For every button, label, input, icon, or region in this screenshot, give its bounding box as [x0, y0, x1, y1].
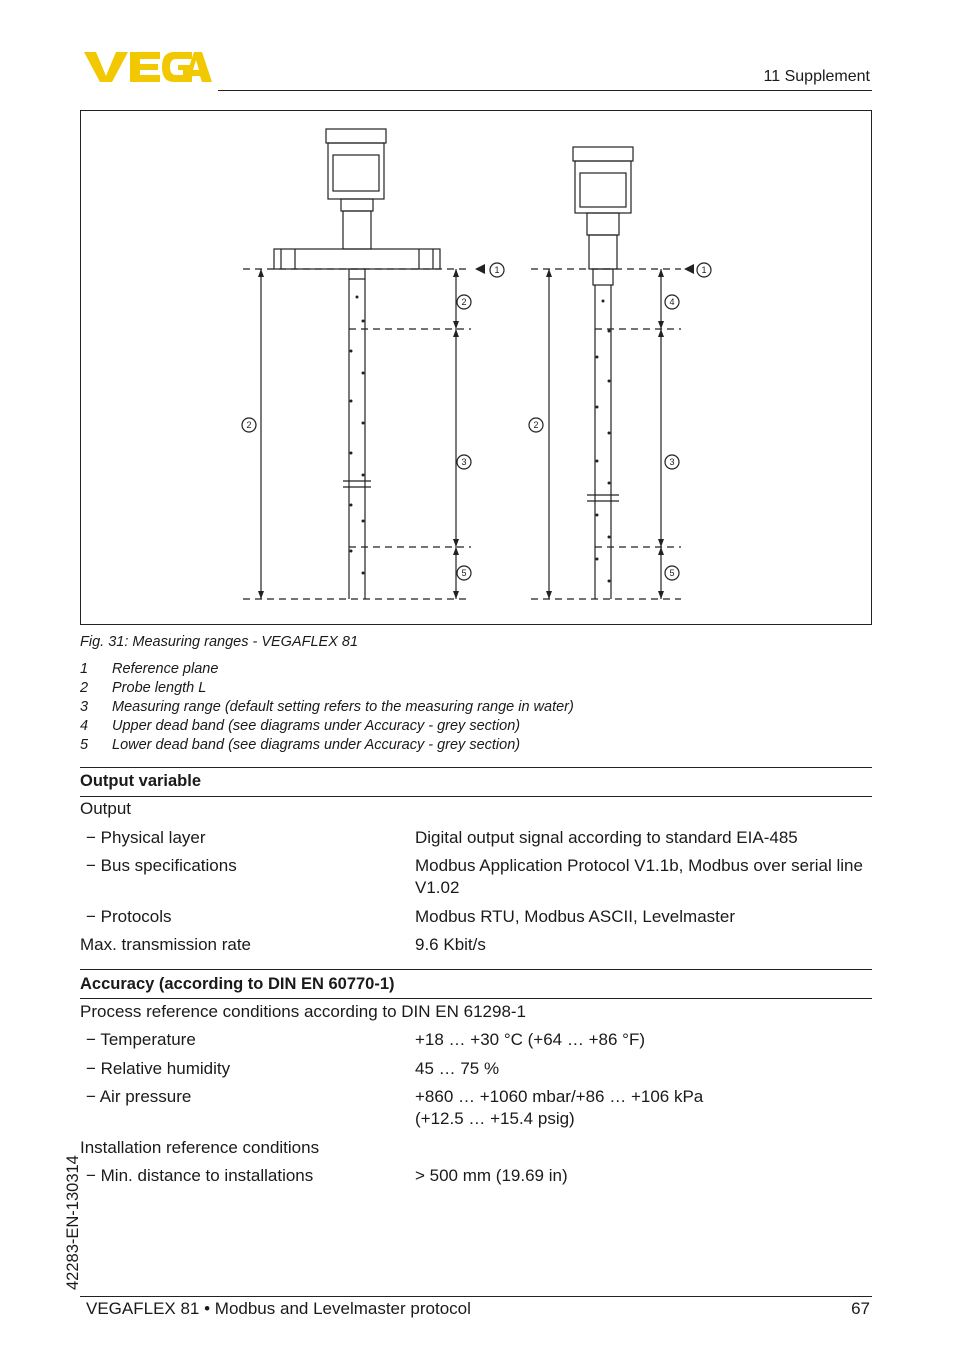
callout-number: 1 [494, 265, 500, 275]
vega-logo [82, 50, 212, 84]
callout-number: 2 [533, 420, 539, 430]
legend-item: 2 Probe length L [80, 680, 207, 696]
footer-title: VEGAFLEX 81 • Modbus and Levelmaster protocol [86, 1299, 471, 1318]
legend-item: 4 Upper dead band (see diagrams under Accuracy - grey section) [80, 718, 521, 734]
probe-diagram [81, 111, 873, 626]
accuracy-title: Accuracy (according to DIN EN 60770-1) [80, 975, 395, 993]
legend-item: 3 Measuring range (default setting refers to the measuring range in water) [80, 699, 574, 715]
callout-number: 4 [669, 297, 675, 307]
legend-item: 5 Lower dead band (see diagrams under Accuracy - grey section) [80, 737, 521, 753]
callout-number: 5 [461, 568, 467, 578]
callout-number: 1 [701, 265, 707, 275]
footer-rule [80, 1296, 872, 1297]
callout-number: 2 [246, 420, 252, 430]
section-label: 11 Supplement [763, 68, 870, 85]
figure-caption: Fig. 31: Measuring ranges - VEGAFLEX 81 [80, 634, 359, 650]
legend-item: 1 Reference plane [80, 661, 219, 677]
section-rule [80, 767, 872, 768]
section-rule [80, 796, 872, 797]
figure-legend [80, 660, 574, 755]
callout-number: 5 [669, 568, 675, 578]
callout-number: 2 [461, 297, 467, 307]
callout-number: 3 [669, 457, 675, 467]
figure-measuring-ranges [80, 110, 872, 625]
output-variable-title: Output variable [80, 772, 202, 790]
section-rule [80, 969, 872, 970]
page-number: 67 [851, 1299, 870, 1318]
document-code: 42283-EN-130314 [64, 1155, 82, 1290]
callout-number: 3 [461, 457, 467, 467]
header-rule [218, 90, 872, 91]
section-rule [80, 998, 872, 999]
